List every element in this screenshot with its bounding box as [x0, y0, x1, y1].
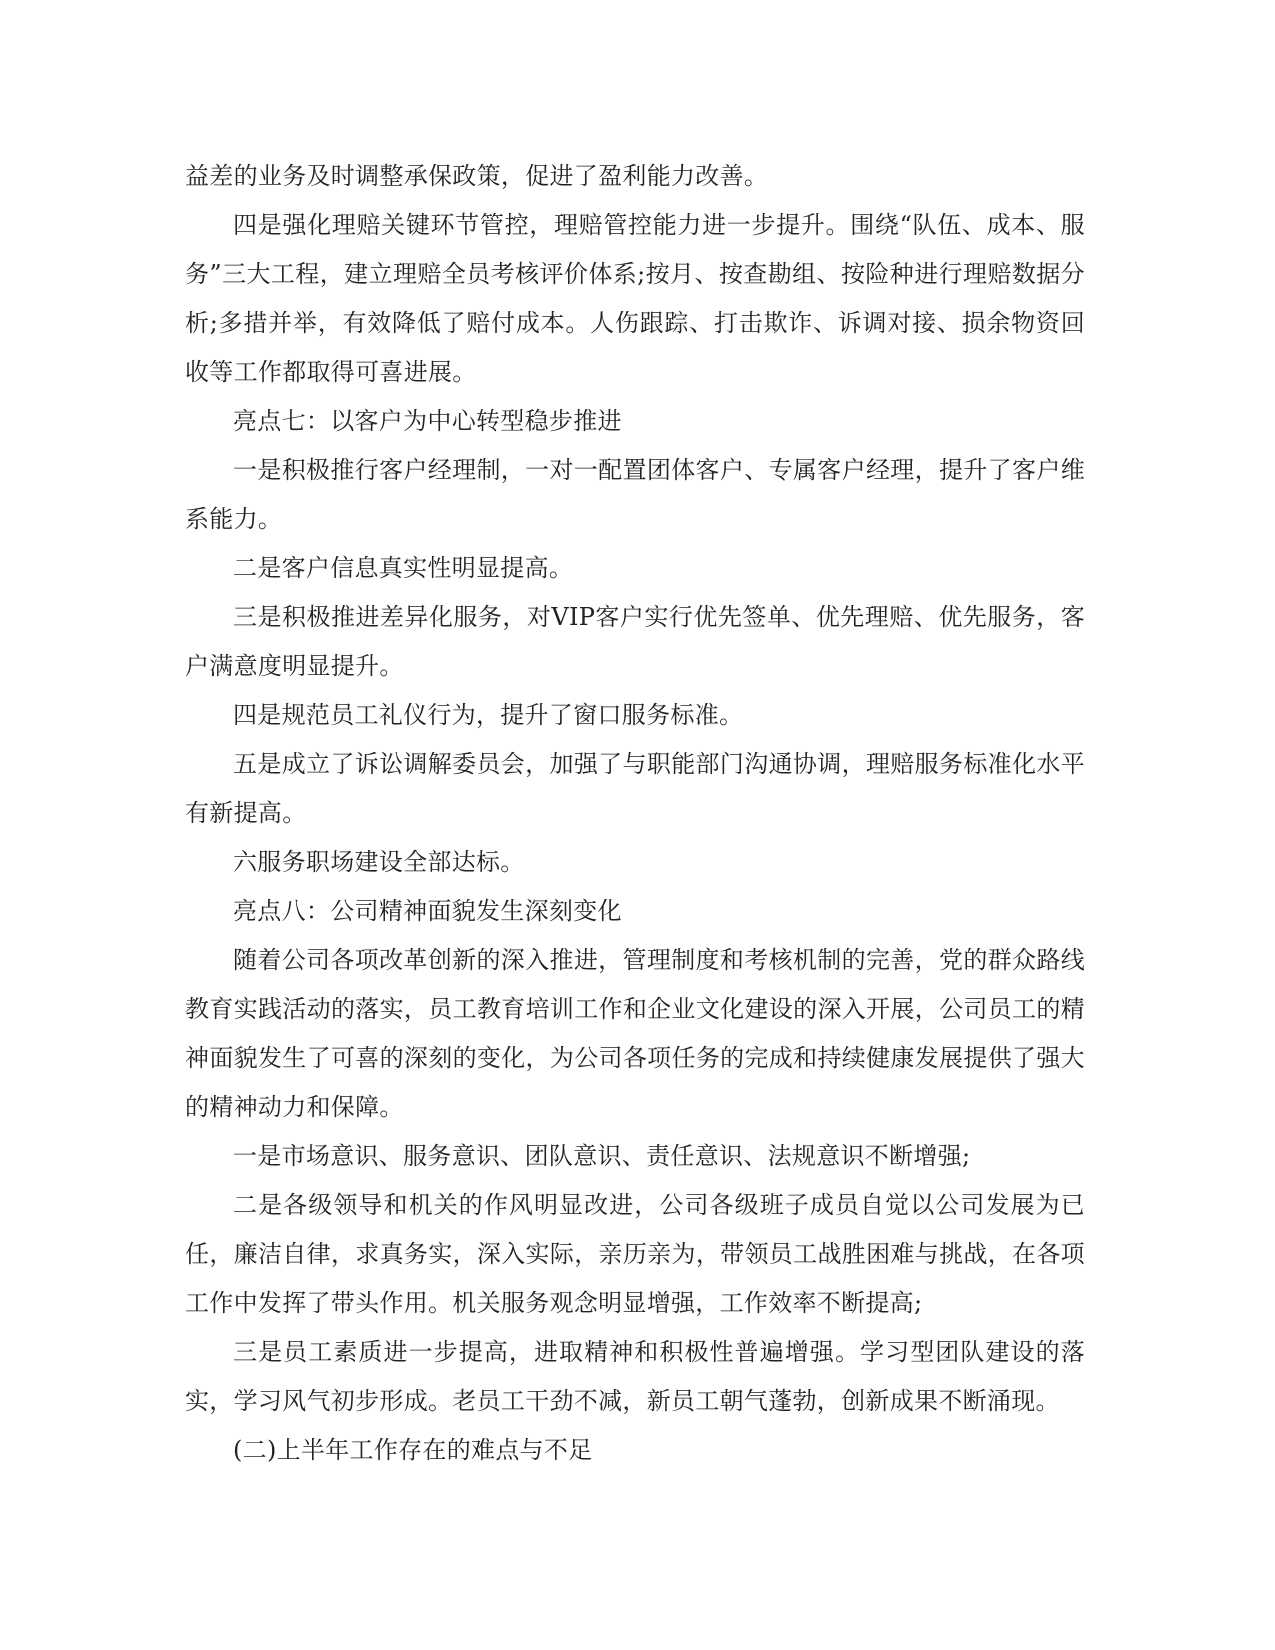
- paragraph-account-manager: 一是积极推行客户经理制，一对一配置团体客户、专属客户经理，提升了客户维系能力。: [185, 456, 1085, 533]
- paragraph-claims-control: 四是强化理赔关键环节管控，理赔管控能力进一步提升。围绕“队伍、成本、服务”三大工程，建立理赔全员考核评价体系;按月、按查勘组、按险种进行理赔数据分析;多措并举，有效降低了赔付成本。人伤跟踪、打击欺诈、诉调对接、损余物资回收等工作都取得可喜进展。: [185, 211, 1085, 386]
- paragraph-staff-quality: 三是员工素质进一步提高，进取精神和积极性普遍增强。学习型团队建设的落实，学习风气初步形成。老员工干劲不减，新员工朝气蓬勃，创新成果不断涌现。: [185, 1338, 1085, 1415]
- paragraph-continuation: 益差的业务及时调整承保政策，促进了盈利能力改善。: [185, 162, 769, 190]
- paragraph-awareness: 一是市场意识、服务意识、团队意识、责任意识、法规意识不断增强;: [233, 1142, 971, 1170]
- section-heading-highlight-seven: 亮点七：以客户为中心转型稳步推进: [233, 407, 622, 435]
- paragraph-customer-info: 二是客户信息真实性明显提高。: [233, 554, 574, 582]
- document-body: [185, 152, 1085, 1475]
- paragraph-spirit-change: 随着公司各项改革创新的深入推进，管理制度和考核机制的完善，党的群众路线教育实践活动的落实，员工教育培训工作和企业文化建设的深入开展，公司员工的精神面貌发生了可喜的深刻的变化，为公司各项任务的完成和持续健康发展提供了强大的精神动力和保障。: [185, 946, 1085, 1121]
- paragraph-leadership-style: 二是各级领导和机关的作风明显改进，公司各级班子成员自觉以公司发展为已任，廉洁自律，求真务实，深入实际，亲历亲为，带领员工战胜困难与挑战，在各项工作中发挥了带头作用。机关服务观念明显增强，工作效率不断提高;: [185, 1191, 1085, 1317]
- paragraph-differentiated-service: 三是积极推进差异化服务，对VIP客户实行优先签单、优先理赔、优先服务，客户满意度明显提升。: [185, 603, 1085, 680]
- paragraph-mediation-committee: 五是成立了诉讼调解委员会，加强了与职能部门沟通协调，理赔服务标准化水平有新提高。: [185, 750, 1085, 827]
- paragraph-workplace-standard: 六服务职场建设全部达标。: [233, 848, 525, 876]
- paragraph-etiquette: 四是规范员工礼仪行为，提升了窗口服务标准。: [233, 701, 744, 729]
- section-heading-difficulties: (二)上半年工作存在的难点与不足: [233, 1436, 593, 1464]
- section-heading-highlight-eight: 亮点八：公司精神面貌发生深刻变化: [233, 897, 622, 925]
